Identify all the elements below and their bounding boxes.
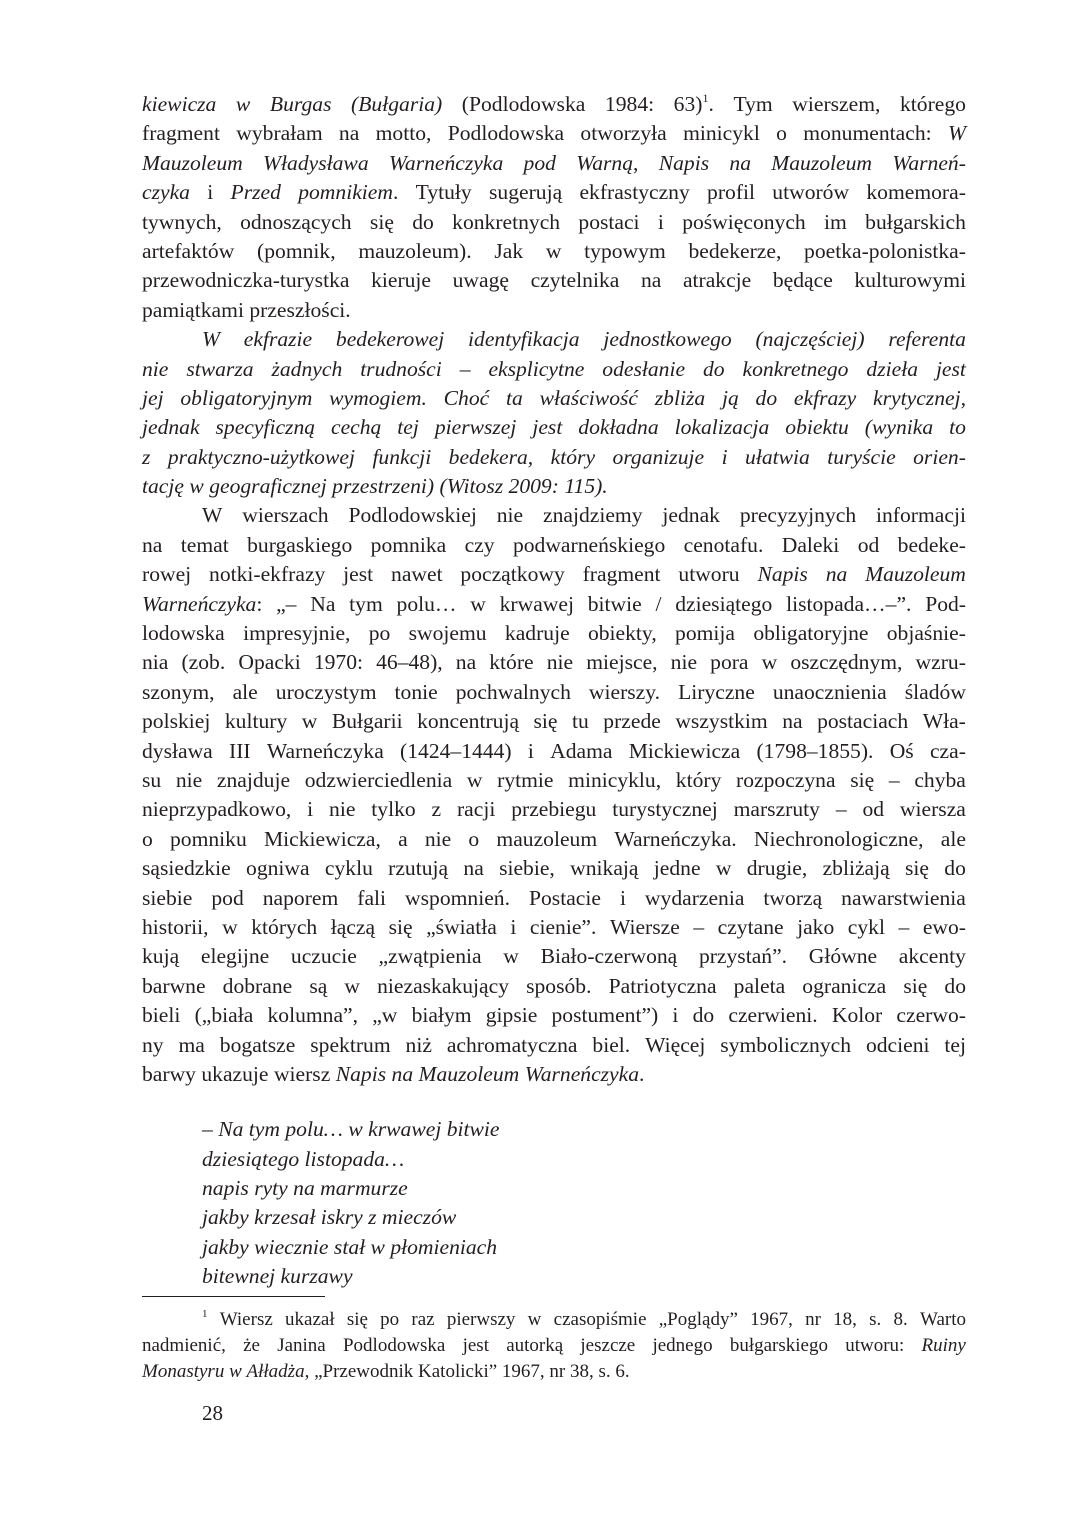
paragraph-2 [142, 501, 966, 1089]
text-line: Mauzoleum Władysława Warneńczyka pod Warną, Napis na Mauzoleum Warneń- [142, 150, 966, 175]
text-line: Warneńczyka: „– Na tym polu… w krwawej bitwie / dziesiątego listopada…–”. Pod- [142, 591, 966, 616]
footnote-line: Monastyru w Ałładża, „Przewodnik Katolicki” 1967, nr 38, s. 6. [142, 1360, 630, 1382]
footnote-line: nadmienić, że Janina Podlodowska jest autorką jeszcze jednego bułgarskiego utworu: Ruiny [142, 1334, 966, 1356]
document-page [142, 90, 966, 1428]
poem-line: jakby wiecznie stał w płomieniach [202, 1234, 498, 1259]
footnote-line: $^1$ Wiersz ukazał się po raz pierwszy w czasopiśmie „Poglądy” 1967, nr 18, s. 8. Warto [202, 1307, 966, 1330]
text-line: dysława III Warneńczyka (1424–1444) i Adama Mickiewicza (1798–1855). Oś cza- [142, 738, 966, 763]
text-line: barwy ukazuje wiersz Napis na Mauzoleum Warneńczyka. [142, 1061, 645, 1086]
text-line: kują elegijne uczucie „zwątpienia w Biało-czerwoną przystań”. Główne akcenty [142, 944, 966, 969]
poem-line: dziesiątego listopada… [202, 1146, 405, 1171]
paragraph-1 [142, 90, 966, 325]
text-line: rowej notki-ekfrazy jest nawet początkowy fragment utworu Napis na Mauzoleum [142, 562, 966, 587]
quote-line: jej obligatoryjnym wymogiem. Choć ta właściwość zbliża ją do ekfrazy krytycznej, [142, 385, 966, 410]
poem-line: bitewnej kurzawy [202, 1264, 353, 1289]
quote-line: z praktyczno-użytkowej funkcji bedekera, który organizuje i ułatwia turyście orien- [142, 444, 966, 469]
page-number: 28 [202, 1400, 223, 1425]
text-line: historii, w których łączą się „światła i cienie”. Wiersze – czytane jako cykl – ewo- [142, 914, 966, 939]
text-line: artefaktów (pomnik, mauzoleum). Jak w typowym bedekerze, poetka-polonistka- [142, 238, 966, 263]
text-line: tywnych, odnoszących się do konkretnych postaci i poświęconych im bułgarskich [142, 209, 966, 234]
text-line: W wierszach Podlodowskiej nie znajdziemy jednak precyzyjnych informacji [202, 503, 966, 528]
block-quote [142, 325, 966, 501]
text-line: szonym, ale uroczystym tonie pochwalnych wierszy. Liryczne unaocznienia śladów [142, 679, 966, 704]
poem-line: napis ryty na marmurze [202, 1176, 408, 1201]
poem-line: – Na tym polu… w krwawej bitwie [202, 1117, 500, 1142]
text-line: su nie znajduje odzwierciedlenia w rytmie minicyklu, który rozpoczyna się – chyba [142, 767, 966, 792]
text-line: lodowska impresyjnie, po swojemu kadruje obiekty, pomija obligatoryjne objaśnie- [142, 621, 966, 646]
footnote [142, 1307, 966, 1385]
text-line: nieprzypadkowo, i nie tylko z racji przebiegu turystycznej marszruty – od wiersza [142, 797, 966, 822]
text-line: kiewicza w Burgas (Bułgaria) (Podlodowska 1984: 63)$^1$. Tym wierszem, którego [142, 91, 966, 116]
quote-line: tację w geograficznej przestrzeni) (Witosz 2009: 115). [142, 474, 608, 499]
quote-line: W ekfrazie bedekerowej identyfikacja jednostkowego (najczęściej) referenta [202, 327, 966, 352]
poem-line: jakby krzesał iskry z mieczów [202, 1205, 457, 1230]
text-line: przewodniczka-turystka kieruje uwagę czytelnika na atrakcje będące kulturowymi [142, 268, 966, 293]
text-line: o pomniku Mickiewicza, a nie o mauzoleum Warneńczyka. Niechronologiczne, ale [142, 826, 966, 851]
text-line: nia (zob. Opacki 1970: 46–48), na które nie miejsce, nie pora w oszczędnym, wzru- [142, 650, 966, 675]
text-line: pamiątkami przeszłości. [142, 297, 351, 322]
poem-excerpt [142, 1115, 966, 1291]
quote-line: jednak specyficzną cechą tej pierwszej jest dokładna lokalizacja obiektu (wynika to [142, 415, 966, 440]
text-line: ny ma bogatsze spektrum niż achromatyczna biel. Więcej symbolicznych odcieni tej [142, 1032, 966, 1057]
text-line: fragment wybrałam na motto, Podlodowska otworzyła minicykl o monumentach: W [142, 121, 966, 146]
quote-line: nie stwarza żadnych trudności – eksplicytne odesłanie do konkretnego dzieła jest [142, 356, 966, 381]
text-line: na temat burgaskiego pomnika czy podwarneńskiego cenotafu. Daleki od bedeke- [142, 532, 966, 557]
text-line: czyka i Przed pomnikiem. Tytuły sugerują ekfrastyczny profil utworów komemora- [142, 180, 966, 205]
text-line: polskiej kultury w Bułgarii koncentrują się tu przede wszystkim na postaciach Wła- [142, 709, 966, 734]
text-line: barwne dobrane są w niezaskakujący sposób. Patriotyczna paleta ogranicza się do [142, 973, 966, 998]
text-line: sąsiedzkie ogniwa cyklu rzutują na siebie, wnikają jedne w drugie, zbliżają się do [142, 856, 966, 881]
text-line: bieli („biała kolumna”, „w białym gipsie postument”) i do czerwieni. Kolor czerwo- [142, 1003, 966, 1028]
footnote-rule [142, 1296, 325, 1297]
text-line: siebie pod naporem fali wspomnień. Postacie i wydarzenia tworzą nawarstwienia [142, 885, 966, 910]
